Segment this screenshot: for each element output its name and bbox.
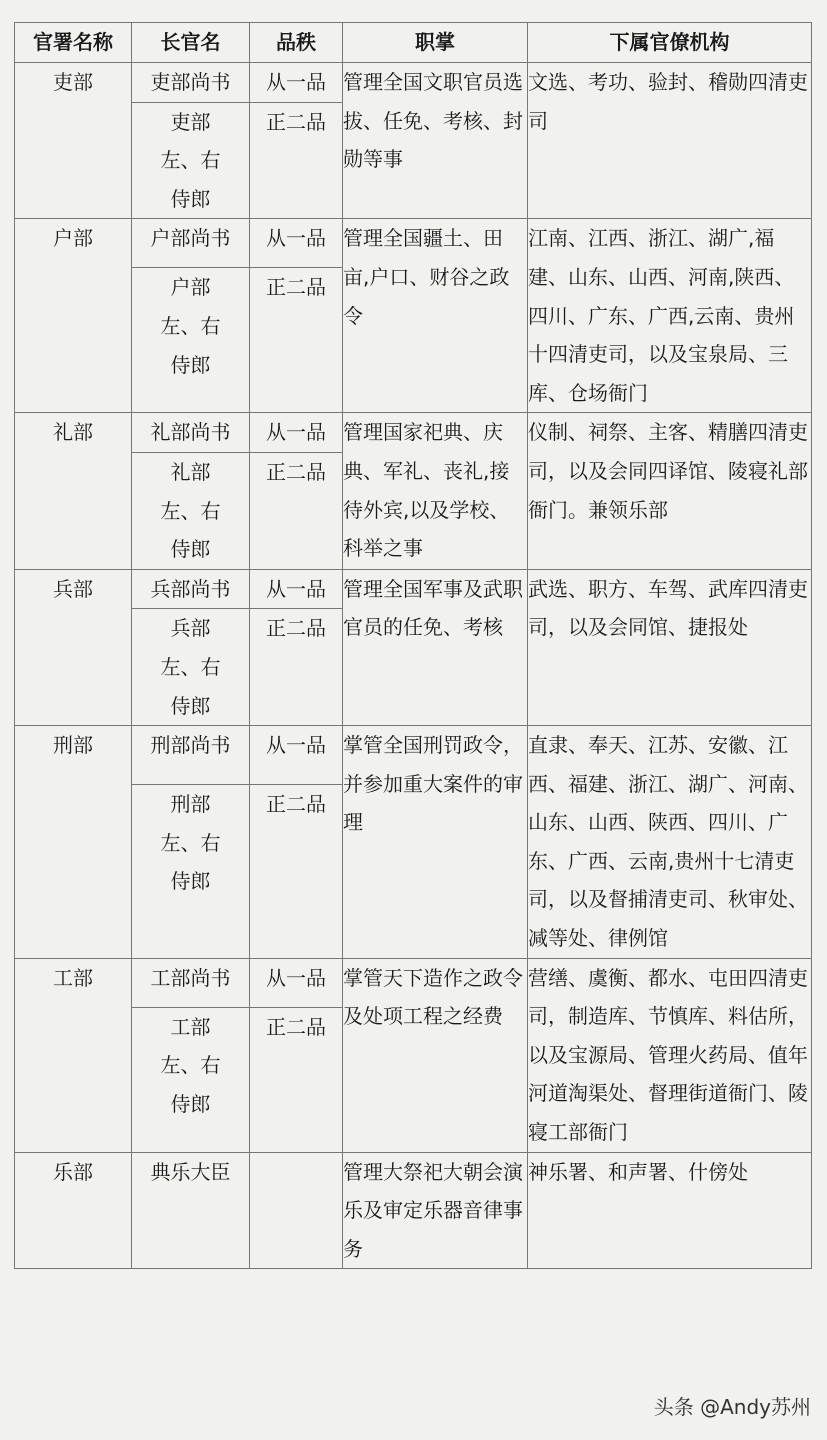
head-title: 礼部尚书 [132,413,250,453]
office-name: 兵部 [15,569,132,725]
vice-title-line: 侍郎 [170,352,211,377]
head-rank: 从一品 [250,726,343,785]
vice-title-line: 左、右 [160,1053,221,1078]
vice-title-line: 兵部 [170,616,211,641]
vice-title-line: 左、右 [160,314,221,339]
head-title: 吏部尚书 [132,63,250,103]
duties: 掌管全国刑罚政令，并参加重大案件的审理 [343,726,528,959]
subordinates: 江南、江西、浙江、湖广,福建、山东、山西、河南,陕西、四川、广东、广西,云南、贵州十四清吏司，以及宝泉局、三库、仓场衙门 [528,219,812,413]
vice-title-line: 侍郎 [170,186,211,211]
ministries-table [14,22,812,1269]
duties: 管理全国军事及武职官员的任免、考核 [343,569,528,725]
office-name: 吏部 [15,63,132,219]
table-header-row [15,23,812,63]
table-row [15,413,812,453]
header-subordinates: 下属官僚机构 [528,23,812,63]
head-title: 刑部尚书 [132,726,250,785]
vice-rank: 正二品 [250,784,343,958]
vice-title-line: 礼部 [170,459,211,484]
vice-title [132,452,250,569]
vice-title-line: 侍郎 [170,869,211,894]
subordinates: 直隶、奉天、江苏、安徽、江西、福建、浙江、湖广、河南、山东、山西、陕西、四川、广东、广西、云南,贵州十七清吏司，以及督捕清吏司、秋审处、减等处、律例馆 [528,726,812,959]
header-duties: 职掌 [343,23,528,63]
head-rank: 从一品 [250,219,343,268]
table-row [15,1152,812,1269]
duties: 管理全国疆土、田亩,户口、财谷之政令 [343,219,528,413]
table-row [15,219,812,268]
duties: 管理全国文职官员选拔、任免、考核、封勋等事 [343,63,528,219]
vice-title-line: 左、右 [160,654,221,679]
head-rank [250,1152,343,1269]
vice-title-line: 左、右 [160,148,221,173]
vice-rank: 正二品 [250,452,343,569]
vice-title-line: 侍郎 [170,537,211,562]
office-name: 户部 [15,219,132,413]
duties: 管理大祭祀大朝会演乐及审定乐器音律事务 [343,1152,528,1269]
vice-title-line: 左、右 [160,830,221,855]
duties: 管理国家祀典、庆典、军礼、丧礼,接待外宾,以及学校、科举之事 [343,413,528,569]
header-office-name: 官署名称 [15,23,132,63]
head-rank: 从一品 [250,569,343,609]
table-row [15,958,812,1007]
vice-title [132,102,250,219]
subordinates: 营缮、虞衡、都水、屯田四清吏司，制造库、节慎库、料估所，以及宝源局、管理火药局、值年河道淘渠处、督理街道衙门、陵寝工部衙门 [528,958,812,1152]
vice-rank: 正二品 [250,268,343,413]
table-row [15,63,812,103]
vice-title [132,609,250,726]
office-name: 工部 [15,958,132,1152]
head-title: 典乐大臣 [132,1152,250,1269]
duties: 掌管天下造作之政令及处项工程之经费 [343,958,528,1152]
head-title: 工部尚书 [132,958,250,1007]
vice-title-line: 侍郎 [170,693,211,718]
head-title: 兵部尚书 [132,569,250,609]
header-rank: 品秩 [250,23,343,63]
vice-title-line: 左、右 [160,498,221,523]
subordinates: 神乐署、和声署、什傍处 [528,1152,812,1269]
head-rank: 从一品 [250,958,343,1007]
vice-title-line: 工部 [170,1014,211,1039]
vice-rank: 正二品 [250,1007,343,1152]
vice-title-line: 侍郎 [170,1091,211,1116]
vice-rank: 正二品 [250,102,343,219]
table-row [15,726,812,785]
head-rank: 从一品 [250,413,343,453]
vice-rank: 正二品 [250,609,343,726]
head-rank: 从一品 [250,63,343,103]
office-name: 礼部 [15,413,132,569]
header-chief-title: 长官名 [132,23,250,63]
vice-title [132,1007,250,1152]
vice-title-line: 户部 [170,275,211,300]
subordinates: 文选、考功、验封、稽勋四清吏司 [528,63,812,219]
vice-title-line: 吏部 [170,109,211,134]
vice-title-line: 刑部 [170,791,211,816]
office-name: 刑部 [15,726,132,959]
subordinates: 武选、职方、车驾、武库四清吏司，以及会同馆、捷报处 [528,569,812,725]
vice-title [132,784,250,958]
watermark: 头条 @Andy苏州 [653,1395,811,1419]
office-name: 乐部 [15,1152,132,1269]
head-title: 户部尚书 [132,219,250,268]
vice-title [132,268,250,413]
subordinates: 仪制、祠祭、主客、精膳四清吏司，以及会同四译馆、陵寝礼部衙门。兼领乐部 [528,413,812,569]
table-row [15,569,812,609]
